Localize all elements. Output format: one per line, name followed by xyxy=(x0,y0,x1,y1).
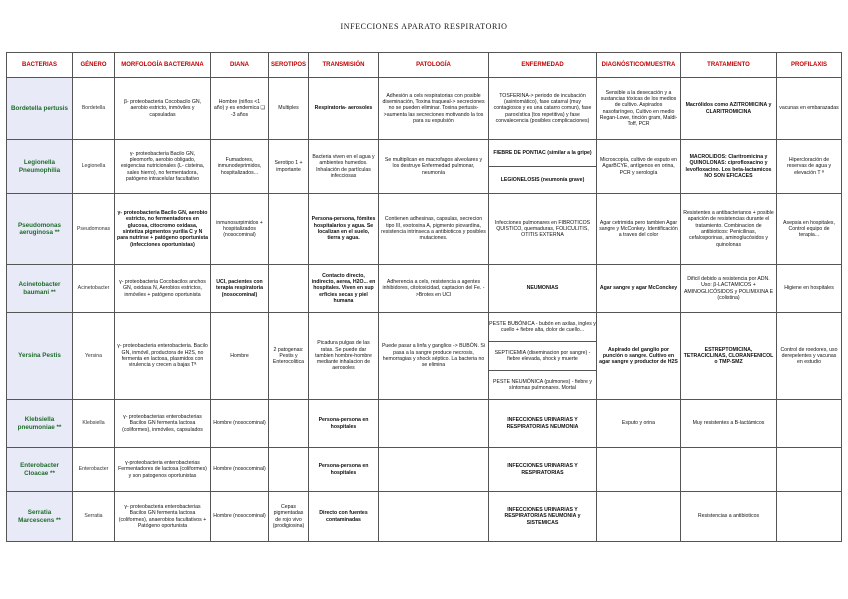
profilaxis-cell xyxy=(777,492,842,542)
transmision-cell: Persona-persona en hospitales xyxy=(309,400,379,448)
genero-cell: Pseudomonas xyxy=(73,194,115,265)
diagnostico-cell: Agar cetrimida pero tambien Agar sangre y McConkey. Identificación a traves del color xyxy=(597,194,681,265)
enfermedad-cell: NEUMONIAS xyxy=(489,265,597,313)
page-title: INFECCIONES APARATO RESPIRATORIO xyxy=(340,22,508,31)
diagnostico-cell: Microscopía, cultivo de esputo en AgarBCYE, antígenos en orina, PCR y serología xyxy=(597,140,681,194)
patologia-cell: Puede pasar a linfa y ganglios -> BUBÓN. Si pasa a la sangre produce necrosis, hemorragias y shock séptico. La bacteria no se elimina xyxy=(379,313,489,400)
diana-cell: Hombre (nosocominal) xyxy=(211,400,269,448)
genero-cell: Acinetobacter xyxy=(73,265,115,313)
bacteria-name: Bordetella pertusis xyxy=(7,78,73,140)
patologia-cell: Adherencia a cels, resistencia a agentes inhibidores, citotoxicidad, captacion del Fe. ->Brotes en UCI xyxy=(379,265,489,313)
morfologia-cell: γ- proteobacteria Cocobacilos anchos GN, oxidasa N, Aerobios estrictos, inmóviles + patógeno oportunista xyxy=(115,265,211,313)
serotipos-cell xyxy=(269,194,309,265)
bacteria-name: Serratia Marcescens ** xyxy=(7,492,73,542)
header-transmision: TRANSMISIÓN xyxy=(309,53,379,78)
bacteria-table xyxy=(6,52,842,542)
table-row xyxy=(7,313,842,400)
transmision-cell: Directo con fuentes contaminadas xyxy=(309,492,379,542)
tratamiento-cell: Macrólidos como AZITROMICINA y CLARITROMICINA xyxy=(681,78,777,140)
diana-cell: Hombre (nosocominal) xyxy=(211,448,269,492)
tratamiento-cell: Resistencias a antibioticos xyxy=(681,492,777,542)
patologia-cell xyxy=(379,448,489,492)
header-enfermedad: ENFERMEDAD xyxy=(489,53,597,78)
genero-cell: Legionella xyxy=(73,140,115,194)
profilaxis-cell: Higiene en hospitales xyxy=(777,265,842,313)
morfologia-cell: γ- proteobacteria Bacilo GN, aerobio estricto, no fermentadores en glucosa, citocromo oxidasa, sintetiza pigmentos yurilia C y N para nutrirse + patógeno oportunista (infecciones oportunistas) xyxy=(115,194,211,265)
morfologia-cell: γ-proteobacteria enterobacterias Fermentadores de lactosa (coliformes) y son patogenos oportunistas xyxy=(115,448,211,492)
patologia-cell xyxy=(379,492,489,542)
diagnostico-cell: Agar sangre y agar McConckey xyxy=(597,265,681,313)
patologia-cell xyxy=(379,400,489,448)
diana-cell: Hombre (niños <1 año) y es endemica ❑ -3 años xyxy=(211,78,269,140)
diana-cell: inmunosurpimidos + hospitalizados (nosocominal) xyxy=(211,194,269,265)
header-patologia: PATOLOGÍA xyxy=(379,53,489,78)
transmision-cell: Contacto directo, indirecto, aerea, H2O... en hospitales. Viven en sup erficies secas y piel humana xyxy=(309,265,379,313)
serotipos-cell xyxy=(269,448,309,492)
diagnostico-cell: Esputo y orina xyxy=(597,400,681,448)
profilaxis-cell xyxy=(777,400,842,448)
bacteria-name: Yersina Pestis xyxy=(7,313,73,400)
serotipos-cell: Serotipo 1 + importante xyxy=(269,140,309,194)
tratamiento-cell xyxy=(681,448,777,492)
table-row xyxy=(7,400,842,448)
transmision-cell: Bacteria viven en el agua y ambientes humedos. Inhalación de partículas infecciosas xyxy=(309,140,379,194)
patologia-cell: Contienen adhesinas, capsulas, secrecion tipo III, exotoxina A, pigmento piovardina, resistencia intrinseca a antibioticos y posibles mutaciones. xyxy=(379,194,489,265)
diagnostico-cell xyxy=(597,492,681,542)
header-tratamiento: TRATAMIENTO xyxy=(681,53,777,78)
morfologia-cell: γ- proteobacterias enterobacterias Bacilos GN fermenta lactosa (coliformes), inmóviles, capsulados xyxy=(115,400,211,448)
transmision-cell: Respiratoria- aerosoles xyxy=(309,78,379,140)
tratamiento-cell: ESTREPTOMICINA, TETRACICLINAS, CLORANFENICOL o TMP-SMZ xyxy=(681,313,777,400)
morfologia-cell: γ- proteobacteria Bacilo GN, pleomorfo, aerobio obligado, exigencias nutricionales (L- cisteina, sales hierro), no fermentadora, patógeno intracelular facultativo xyxy=(115,140,211,194)
genero-cell: Yersina xyxy=(73,313,115,400)
enfermedad-cell: INFECCIONES URINARIAS Y RESPIRATORIAS NEUMONIA y SISTEMICAS xyxy=(489,492,597,542)
transmision-cell: Persona-persona, fómites hospitalarios y agua. Se localizan en el suelo, tierra y agua. xyxy=(309,194,379,265)
table-row xyxy=(7,140,842,194)
patologia-cell: Se multiplican en macrofagos alveolares y los destruye Enfermedad pulmonar, neumonía xyxy=(379,140,489,194)
tratamiento-cell: Resistentes a antibacterianos + posible aparición de resistencias durante el tratamiento. Combinacion de antibioticos: Penicilinas, cefalosporinas, aminoglucósidos y quinolonas xyxy=(681,194,777,265)
serotipos-cell xyxy=(269,400,309,448)
header-genero: GÉNERO xyxy=(73,53,115,78)
enfermedad-cell: INFECCIONES URINARIAS Y RESPIRATORIAS NEUMONIA xyxy=(489,400,597,448)
enfermedad-cell: Infecciones pulmonares en FIBROTICOS QUISTICO, quemaduras, FOLICULITIS, OTITIS EXTERNA xyxy=(489,194,597,265)
header-diana: DIANA xyxy=(211,53,269,78)
diagnostico-cell xyxy=(597,448,681,492)
bacteria-name: Acinetobacter baumani ** xyxy=(7,265,73,313)
bacteria-name: Pseudomonas aeruginosa ** xyxy=(7,194,73,265)
enfermedad-sub: PESTE BUBÓNICA - bubón en axilas, ingles y cuello + fiebre alta, dolor de cuello... xyxy=(489,313,597,342)
serotipos-cell: Cepas pigmentadas de rojo vivo (prodigiosina) xyxy=(269,492,309,542)
serotipos-cell: Multiples xyxy=(269,78,309,140)
header-diagnostico: DIAGNÓSTICO/MUESTRA xyxy=(597,53,681,78)
enfermedad-sub: FIEBRE DE PONTIAC (similar a la gripe) xyxy=(489,140,597,167)
enfermedad-sub: SEPTICEMIA (diseminacion por sangre) - fiebre elevada, shock y muerte xyxy=(489,342,597,371)
header-row xyxy=(7,53,842,78)
diana-cell: Hombre xyxy=(211,313,269,400)
enfermedad-sub: LEGIONELOSIS (neumonía grave) xyxy=(500,176,585,183)
table-row xyxy=(7,448,842,492)
genero-cell: Serratia xyxy=(73,492,115,542)
table-row xyxy=(7,265,842,313)
profilaxis-cell: vacunas en embarazadas xyxy=(777,78,842,140)
serotipos-cell: 2 patogenas: Pestis y Enterocolitica xyxy=(269,313,309,400)
tratamiento-cell: Dificil debido a resistencia por ADN. Uso: β-LACTAMICOS + AMINOGLICÓSIDOS y POLIMIXINA E (colistina) xyxy=(681,265,777,313)
bacteria-name: Klebsiella pneumoniae ** xyxy=(7,400,73,448)
bacteria-name: Enterobacter Cloacae ** xyxy=(7,448,73,492)
table-row xyxy=(7,194,842,265)
enfermedad-cell xyxy=(489,140,597,194)
tratamiento-cell: Muy resistentes a B-lactámicos xyxy=(681,400,777,448)
genero-cell: Bordetella xyxy=(73,78,115,140)
header-morfologia: MORFOLOGÍA BACTERIANA xyxy=(115,53,211,78)
enfermedad-cell xyxy=(489,313,597,400)
morfologia-cell: γ- proteobacteria enterobacterias Bacilos GN fermenta lactosa (coliformes), anaerobios facultativos + Patógeno oportunista xyxy=(115,492,211,542)
enfermedad-cell: TOSFERINA-> periodo de incubación (asintomático), fase catarral (muy contagiosos y es una catarro comun), fase paroxística (tos repetitiva) y fase convalecencia (posibles complicaciones) xyxy=(489,78,597,140)
header-serotipos: SEROTIPOS xyxy=(269,53,309,78)
bacteria-name: Legionella Pneumophilia xyxy=(7,140,73,194)
table-row xyxy=(7,492,842,542)
genero-cell: Klebsiella xyxy=(73,400,115,448)
header-profilaxis: PROFILAXIS xyxy=(777,53,842,78)
diana-cell: Fumadores, inmunodeprimidos, hospitalizados... xyxy=(211,140,269,194)
header-bacterias: BACTERIAS xyxy=(7,53,73,78)
morfologia-cell: β- proteobacteria Cocobacilo GN, aerobio estricto, inmóviles y capsuladas xyxy=(115,78,211,140)
profilaxis-cell: Asepsia en hospitales, Control equipo de terapia... xyxy=(777,194,842,265)
diana-cell: UCI, pacientes con terapia respiratoria (nosocominal) xyxy=(211,265,269,313)
diana-cell: Hombre (nosocominal) xyxy=(211,492,269,542)
serotipos-cell xyxy=(269,265,309,313)
morfologia-cell: γ- proteobacteria enterobacteria. Bacilo GN, inmóvil, productora de H2S, no fermenta en lactosa, plasmidos con virulencia y crecen a bajas Tª xyxy=(115,313,211,400)
genero-cell: Enterobacter xyxy=(73,448,115,492)
transmision-cell: Persona-persona en hospitales xyxy=(309,448,379,492)
enfermedad-sub: PESTE NEUMÓNICA (pulmones) - fiebre y síntomas pulmonares. Mortal xyxy=(493,378,592,391)
profilaxis-cell: Hipercloración de reservas de agua y elevación T ª xyxy=(777,140,842,194)
profilaxis-cell: Control de roedores, uso derepelentes y vacunas en estudio xyxy=(777,313,842,400)
profilaxis-cell xyxy=(777,448,842,492)
diagnostico-cell: Aspirado del ganglio por punción o sangre. Cultivo en agar sangre y productor de H2S xyxy=(597,313,681,400)
patologia-cell: Adhesión a cels respiratorias con posible diseminación, Toxina traqueal-> secreciones no se pueden eliminar. Toxina pertusis->aumenta las secreciones motivando la tos para su expulsión xyxy=(379,78,489,140)
diagnostico-cell: Sensible a la desecación y a sustancias tóxicas de los medios de cultivo. Aspirados nasofaríngeo, Cultivo en medio Regan-Lowe, tinción gram, Maldi-Toff, PCR xyxy=(597,78,681,140)
table-row xyxy=(7,78,842,140)
tratamiento-cell: MACROLIDOS: Claritromicina y QUINOLONAS: ciprofloxacino y levofloxacino. Los beta-lactamicos NO SON EFICACES xyxy=(681,140,777,194)
transmision-cell: Picadura pulgas de las ratas. Se puede dar tambien hombre-hombre mediante inhalacion de aerosoles xyxy=(309,313,379,400)
enfermedad-cell: INFECCIONES URINARIAS Y RESPIRATORIAS xyxy=(489,448,597,492)
